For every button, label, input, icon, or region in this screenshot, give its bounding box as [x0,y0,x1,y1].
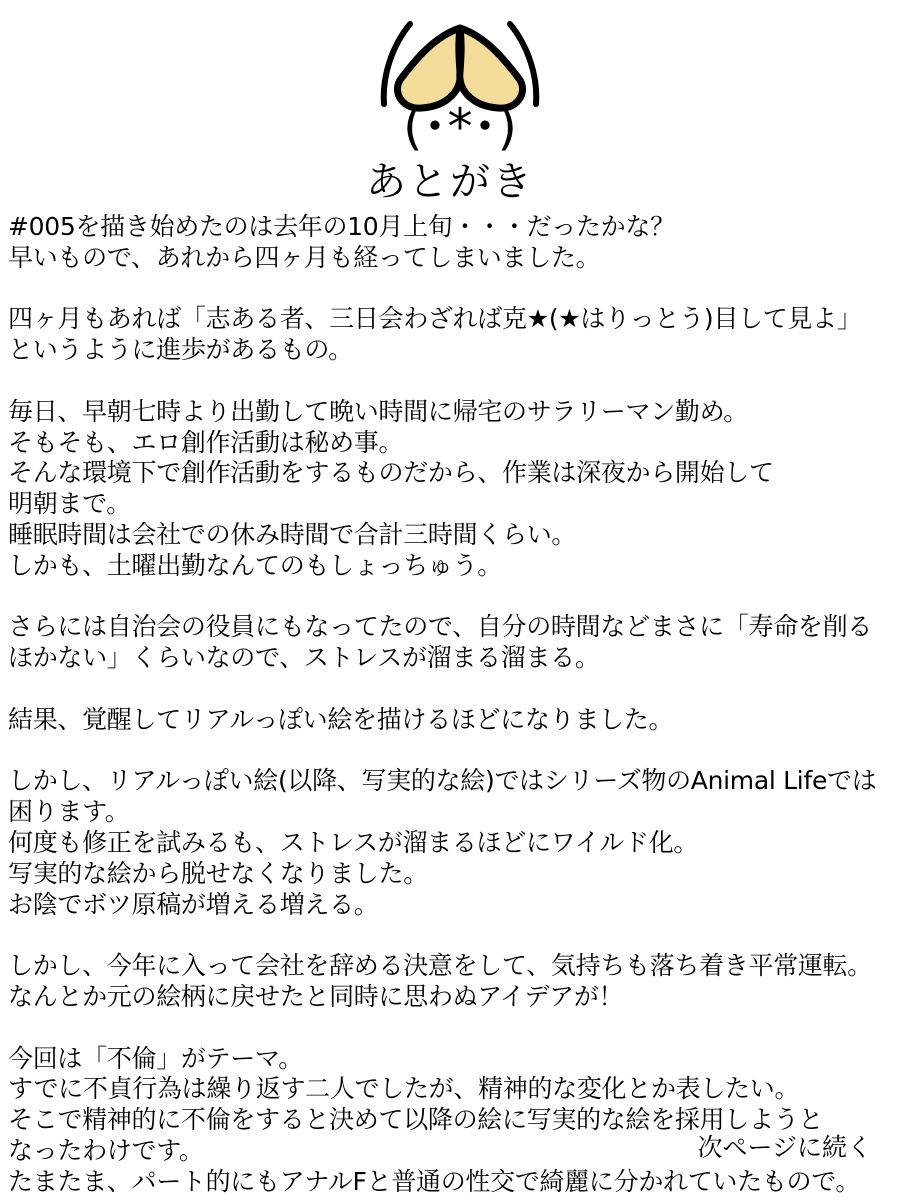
paragraph-gap [8,1013,898,1044]
paragraph-gap [8,582,898,613]
text-line: 四ヶ月もあれば「志ある者、三日会わざれば克★(★はりっとう)目して見よ」 [8,304,862,334]
text-line: しかし、今年に入って会社を辞める決意をして、気持ちも落ち着き平常運転。 [8,951,873,981]
text-line: 結果、覚醒してリアルっぽい絵を描けるほどになりました。 [8,704,674,734]
text-line: 今回は「不倫」がテーマ。 [8,1043,303,1073]
afterword-heading: あとがき [366,159,534,205]
paragraph [8,612,898,674]
text-line: そこで精神的に不倫をすると決めて以降の絵に写実的な絵を採用しようと [8,1105,824,1135]
paragraph [8,397,898,582]
text-line: しかも、土曜出勤なんてのもしょっちゅう。 [8,550,503,580]
text-line: ほかない」くらいなので、ストレスが溜まる溜まる。 [8,643,600,673]
text-line: なったわけです。 [8,1135,204,1165]
paragraph-gap [8,920,898,951]
text-line: 写実的な絵から脱せなくなりました。 [8,858,428,888]
text-line: なんとか元の絵柄に戻せたと同時に思わぬアイデアが！ [8,981,624,1011]
text-line: 早いもので、あれから四ヶ月も経ってしまいました。 [8,242,601,272]
mascot-ear-right [460,28,523,108]
text-line: 明朝まで。 [8,489,132,519]
paragraph [8,951,898,1013]
continue-next-page-label: 次ページに続く [697,1133,872,1162]
text-line: たまたま、パート的にもアナルFと普通の性交で綺麗に分かれていたもので。 [8,1166,861,1196]
paragraph-gap [8,274,898,305]
text-line: そもそも、エロ創作活動は秘め事。 [8,427,404,457]
afterword-body [8,212,898,1198]
mascot-ear-left [397,28,460,108]
text-line: というように進歩があるもの。 [8,335,353,365]
text-line: 困ります。 [8,797,130,827]
text-line: #005を描き始めたのは去年の10月上旬・・・だったかな？ [8,212,675,241]
text-line: すでに不貞行為は繰り返す二人でしたが、精神的な変化とか表したい。 [8,1074,800,1104]
paragraph [8,212,898,274]
text-line: 何度も修正を試みるも、ストレスが溜まるほどにワイルド化。 [8,827,699,857]
text-line: 毎日、早朝七時より出勤して晩い時間に帰宅のサラリーマン勤め。 [8,396,749,426]
paragraph [8,1044,898,1198]
paragraph-gap [8,366,898,397]
paragraph [8,705,898,736]
paragraph [8,766,898,920]
paragraph [8,304,898,366]
text-line: 睡眠時間は会社での休み時間で合計三時間くらい。 [8,519,577,549]
text-line: さらには自治会の役員にもなってたので、自分の時間などまさに「寿命を削る [8,612,873,642]
text-line: そんな環境下で創作活動をするものだから、作業は深夜から開始して [8,458,774,488]
mascot-face-text: (･*･) [402,98,518,156]
paragraph-gap [8,736,898,767]
text-line: しかし、リアルっぽい絵(以降、写実的な絵)ではシリーズ物のAnimal Lifeでは [8,766,877,796]
paragraph-gap [8,674,898,705]
text-line: お陰でボツ原稿が増える増える。 [8,889,379,919]
mascot-face-illustration [370,0,550,160]
